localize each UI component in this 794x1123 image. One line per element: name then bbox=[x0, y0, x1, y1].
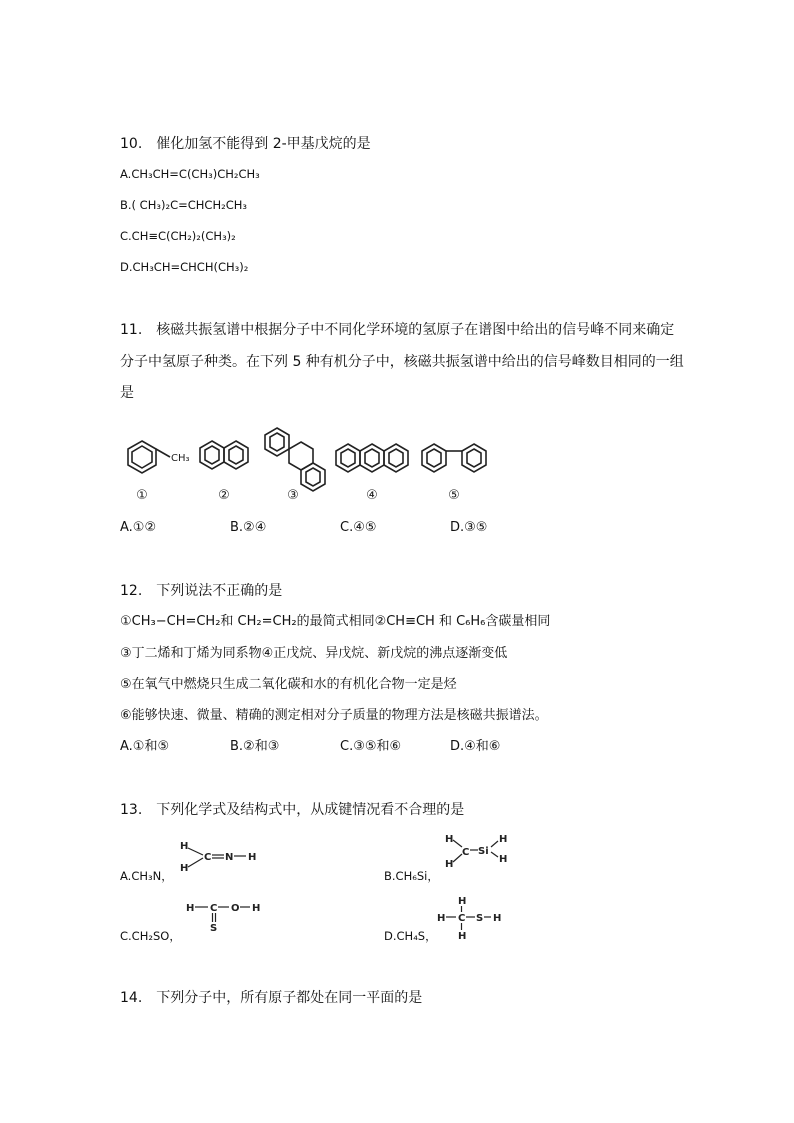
svg-text:H: H bbox=[180, 863, 189, 874]
structure-d-ch4s bbox=[436, 893, 506, 943]
toluene-structure bbox=[128, 441, 170, 473]
svg-text:H: H bbox=[437, 913, 446, 924]
structure-label-4: ④ bbox=[366, 488, 378, 503]
svg-text:H: H bbox=[248, 852, 257, 863]
svg-text:H: H bbox=[252, 903, 261, 914]
svg-text:O: O bbox=[231, 903, 240, 914]
q12-option-c: C.③⑤和⑥ bbox=[340, 739, 402, 754]
svg-text:H: H bbox=[180, 841, 189, 852]
svg-text:Si: Si bbox=[478, 846, 489, 857]
structure-a-ch3n bbox=[178, 838, 263, 878]
q13-option-b: B.CH₆Si， bbox=[384, 869, 439, 883]
svg-text:H: H bbox=[499, 834, 508, 845]
q14-stem: 14. 下列分子中，所有原子都处在同一平面的是 bbox=[120, 990, 423, 1006]
q12-statement-4: ⑥能够快速、微量、精确的测定相对分子质量的物理方法是核磁共振谱法。 bbox=[120, 708, 548, 723]
svg-text:C: C bbox=[210, 903, 218, 914]
svg-text:H: H bbox=[458, 896, 467, 907]
q11-structures-figure bbox=[110, 420, 500, 505]
q11-option-c: C.④⑤ bbox=[340, 520, 377, 535]
q12-statement-2: ③丁二烯和丁烯为同系物④正戊烷、异戊烷、新戊烷的沸点逐渐变低 bbox=[120, 646, 508, 661]
q12-stem: 12. 下列说法不正确的是 bbox=[120, 583, 283, 599]
q11-option-d: D.③⑤ bbox=[450, 520, 488, 535]
q12-option-a: A.①和⑤ bbox=[120, 739, 170, 754]
biphenyl-structure bbox=[422, 444, 486, 472]
q11-stem-line3: 是 bbox=[120, 385, 134, 401]
structure-label-5: ⑤ bbox=[448, 488, 460, 503]
svg-text:C: C bbox=[462, 847, 470, 858]
q12-option-d: D.④和⑥ bbox=[450, 739, 501, 754]
svg-text:H: H bbox=[445, 834, 454, 845]
svg-text:C: C bbox=[458, 913, 466, 924]
q12-option-b: B.②和③ bbox=[230, 739, 280, 754]
svg-text:H: H bbox=[458, 931, 467, 942]
q11-option-b: B.②④ bbox=[230, 520, 267, 535]
q11-option-a: A.①② bbox=[120, 520, 157, 535]
svg-text:H: H bbox=[499, 854, 508, 865]
methyl-label: CH₃ bbox=[171, 453, 190, 464]
structure-label-2: ② bbox=[218, 488, 230, 503]
svg-text:S: S bbox=[210, 923, 218, 934]
q10-stem: 10. 催化加氢不能得到 2-甲基戊烷的是 bbox=[120, 136, 371, 152]
q13-option-a: A.CH₃N， bbox=[120, 869, 173, 883]
structure-c-ch2so bbox=[185, 898, 270, 934]
q13-option-c: C.CH₂SO， bbox=[120, 929, 181, 943]
q13-option-d: D.CH₄S， bbox=[384, 929, 437, 943]
structure-b-ch6si bbox=[441, 830, 516, 870]
q13-stem: 13. 下列化学式及结构式中，从成键情况看不合理的是 bbox=[120, 802, 465, 818]
q12-statement-1: ①CH₃−CH=CH₂和 CH₂=CH₂的最简式相同②CH≡CH 和 C₆H₆含碳量相同 bbox=[120, 614, 551, 629]
q12-statement-3: ⑤在氧气中燃烧只生成二氧化碳和水的有机化合物一定是烃 bbox=[120, 677, 457, 692]
phenanthrene-structure bbox=[265, 428, 325, 491]
anthracene-structure bbox=[336, 444, 408, 472]
q11-stem-line1: 11. 核磁共振氢谱中根据分子中不同化学环境的氢原子在谱图中给出的信号峰不同来确定 bbox=[120, 322, 675, 338]
q11-stem-line2: 分子中氢原子种类。在下列 5 种有机分子中，核磁共振氢谱中给出的信号峰数目相同的一组 bbox=[120, 354, 684, 370]
naphthalene-structure bbox=[200, 441, 248, 469]
svg-text:H: H bbox=[186, 903, 195, 914]
q10-option-c: C.CH≡C(CH₂)₂(CH₃)₂ bbox=[120, 229, 236, 243]
q10-option-d: D.CH₃CH=CHCH(CH₃)₂ bbox=[120, 260, 249, 274]
svg-text:H: H bbox=[445, 859, 454, 870]
svg-text:N: N bbox=[225, 852, 234, 863]
svg-text:C: C bbox=[204, 852, 212, 863]
structure-label-3: ③ bbox=[287, 488, 299, 503]
q10-option-b: B.( CH₃)₂C=CHCH₂CH₃ bbox=[120, 198, 247, 212]
svg-text:H: H bbox=[493, 913, 502, 924]
q10-option-a: A.CH₃CH=C(CH₃)CH₂CH₃ bbox=[120, 167, 260, 181]
structure-label-1: ① bbox=[136, 488, 148, 503]
svg-text:S: S bbox=[476, 913, 484, 924]
